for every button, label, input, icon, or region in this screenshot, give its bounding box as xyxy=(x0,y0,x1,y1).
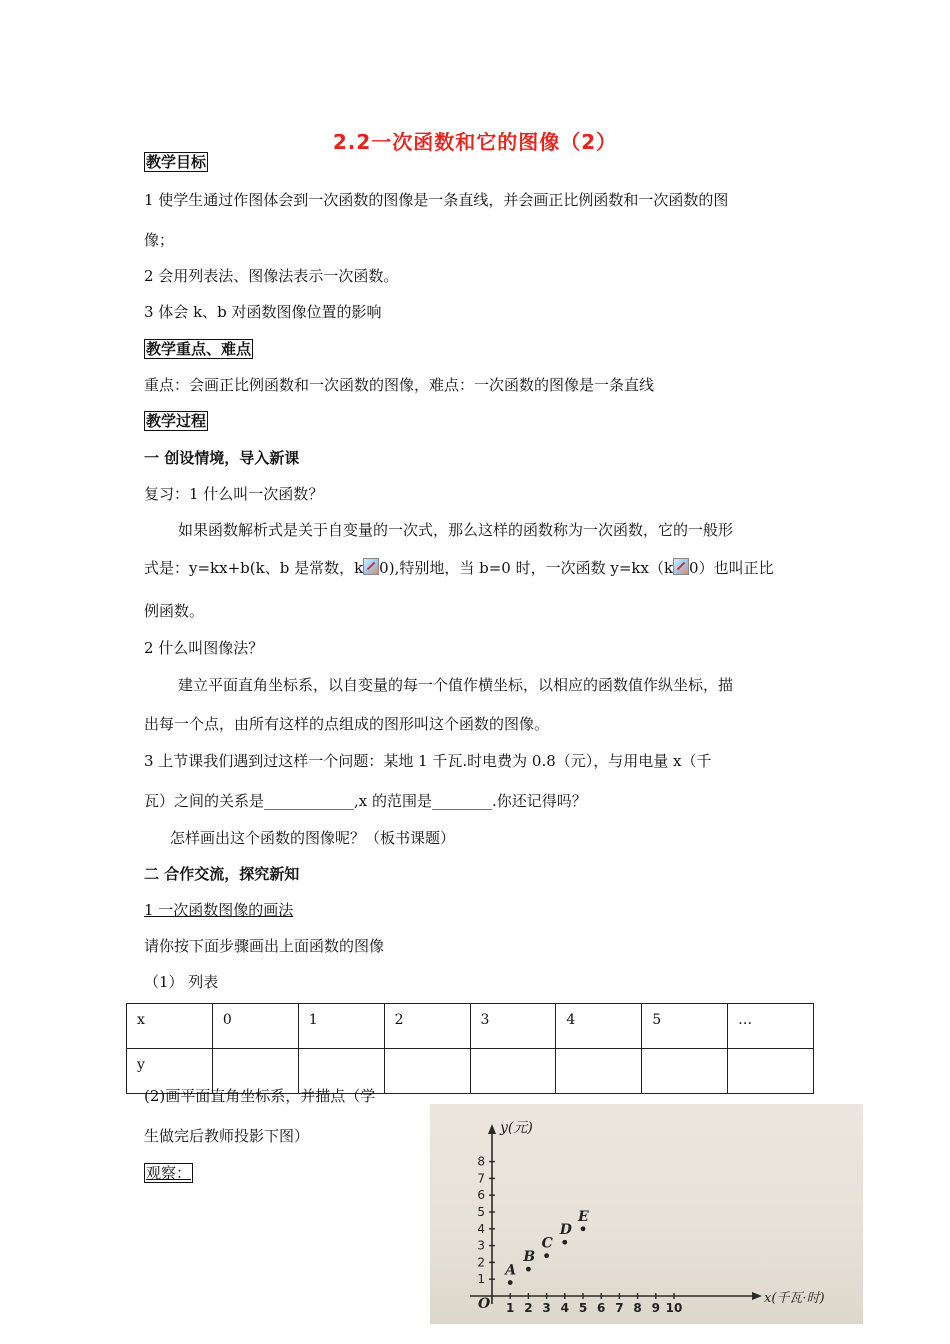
page-title: 2.2一次函数和它的图像（2） xyxy=(332,130,618,154)
review-1-body-b: 式是：y=kx+b(k、b 是常数，k 0),特别地，当 b=0 时，一次函数 y=kx（k 0）也叫正比 xyxy=(144,559,774,577)
y-tick-label: 8 xyxy=(477,1154,485,1169)
step-1: （1） 列表 xyxy=(144,973,219,991)
method-heading: 1 一次函数图像的画法 xyxy=(144,901,294,919)
y-tick-label: 7 xyxy=(477,1171,485,1186)
goal-3: 3 体会 k、b 对函数图像位置的影响 xyxy=(144,303,382,321)
table-cell: x xyxy=(127,1004,213,1049)
not-equal-icon xyxy=(363,558,379,575)
table-cell: 0 xyxy=(212,1004,298,1049)
process-heading: 教学过程 xyxy=(146,412,207,430)
x-tick-label: 4 xyxy=(560,1301,569,1315)
y-tick-label: 6 xyxy=(477,1188,485,1203)
table-cell: 1 xyxy=(298,1004,384,1049)
review-3-c: 怎样画出这个函数的图像呢？（板书课题） xyxy=(170,829,456,847)
table-cell xyxy=(642,1049,728,1094)
x-tick-label: 5 xyxy=(578,1301,588,1315)
table-cell xyxy=(384,1049,470,1094)
point-label: E xyxy=(578,1208,589,1225)
point-label: B xyxy=(523,1249,536,1266)
review-1-body-c: 例函数。 xyxy=(144,602,205,620)
observe-heading: 观察： xyxy=(146,1164,192,1182)
y-tick-label: 3 xyxy=(477,1238,485,1253)
review-2-body-b: 出每一个点，由所有这样的点组成的图形叫这个函数的图像。 xyxy=(144,715,550,733)
coordinate-plot xyxy=(430,1104,863,1324)
review-2: 2 什么叫图像法？ xyxy=(144,639,264,657)
value-table xyxy=(126,1003,814,1094)
goals-heading: 教学目标 xyxy=(146,153,207,171)
review-1: 复习：1 什么叫一次函数？ xyxy=(144,485,324,503)
table-cell: 2 xyxy=(384,1004,470,1049)
part2-heading: 二 合作交流，探究新知 xyxy=(144,865,300,883)
x-tick-label: 2 xyxy=(524,1301,533,1315)
table-row-x xyxy=(127,1004,814,1049)
x-tick-label: 6 xyxy=(597,1301,606,1315)
table-cell xyxy=(556,1049,642,1094)
x-tick-label: 3 xyxy=(542,1301,551,1315)
not-equal-icon xyxy=(673,558,689,575)
x-tick-label: 10 xyxy=(665,1301,683,1315)
goal-2: 2 会用列表法、图像法表示一次函数。 xyxy=(144,267,399,285)
table-cell: 5 xyxy=(642,1004,728,1049)
scatter-figure xyxy=(430,1104,863,1324)
table-cell: 4 xyxy=(556,1004,642,1049)
x-axis-arrow-icon xyxy=(752,1292,762,1300)
y-tick-label: 2 xyxy=(477,1255,485,1270)
point-label: D xyxy=(559,1222,572,1239)
goal-1-line-b: 像； xyxy=(144,231,175,249)
x-tick-label: 7 xyxy=(615,1301,624,1315)
data-point xyxy=(526,1267,531,1272)
table-cell xyxy=(470,1049,556,1094)
review-3-a: 3 上节课我们遇到过这样一个问题：某地 1 千瓦.时电费为 0.8（元），与用电量 x（千 xyxy=(144,752,712,770)
point-label: C xyxy=(541,1235,553,1252)
point-label: A xyxy=(505,1262,517,1279)
table-cell: … xyxy=(728,1004,814,1049)
y-tick-label: 4 xyxy=(477,1221,485,1236)
y-axis-label: y(元) xyxy=(500,1120,533,1136)
y-tick-label: 5 xyxy=(477,1205,485,1219)
method-intro: 请你按下面步骤画出上面函数的图像 xyxy=(144,937,385,955)
y-tick-label: 1 xyxy=(477,1272,485,1287)
y-axis-arrow-icon xyxy=(488,1124,496,1134)
x-tick-label: 9 xyxy=(651,1301,660,1315)
data-point xyxy=(508,1280,513,1285)
review-1-body-a: 如果函数解析式是关于自变量的一次式，那么这样的函数称为一次函数，它的一般形 xyxy=(178,521,734,539)
data-point xyxy=(562,1240,567,1245)
step-2-b: 生做完后教师投影下图） xyxy=(144,1127,310,1145)
part1-heading: 一 创设情境，导入新课 xyxy=(144,449,300,467)
table-cell xyxy=(728,1049,814,1094)
x-axis-label: x(千瓦·时) xyxy=(764,1291,825,1306)
x-tick-label: 1 xyxy=(506,1301,515,1315)
data-point xyxy=(581,1226,586,1231)
table-cell: 3 xyxy=(470,1004,556,1049)
step-2-a: (2)画平面直角坐标系，并描点（学 xyxy=(144,1087,376,1105)
review-2-body-a: 建立平面直角坐标系，以自变量的每一个值作横坐标，以相应的函数值作纵坐标，描 xyxy=(178,676,734,694)
table-cell: y xyxy=(127,1049,213,1094)
goal-1-line-a: 1 使学生通过作图体会到一次函数的图像是一条直线，并会画正比例函数和一次函数的图 xyxy=(144,191,729,209)
origin-label: O xyxy=(478,1296,491,1312)
data-point xyxy=(544,1253,549,1258)
x-tick-label: 8 xyxy=(633,1301,642,1315)
key-heading: 教学重点、难点 xyxy=(146,340,252,358)
key-text: 重点：会画正比例函数和一次函数的图像，难点：一次函数的图像是一条直线 xyxy=(144,376,655,394)
review-3-b: 瓦）之间的关系是____________,x 的范围是________.你还记得吗？ xyxy=(144,792,587,810)
